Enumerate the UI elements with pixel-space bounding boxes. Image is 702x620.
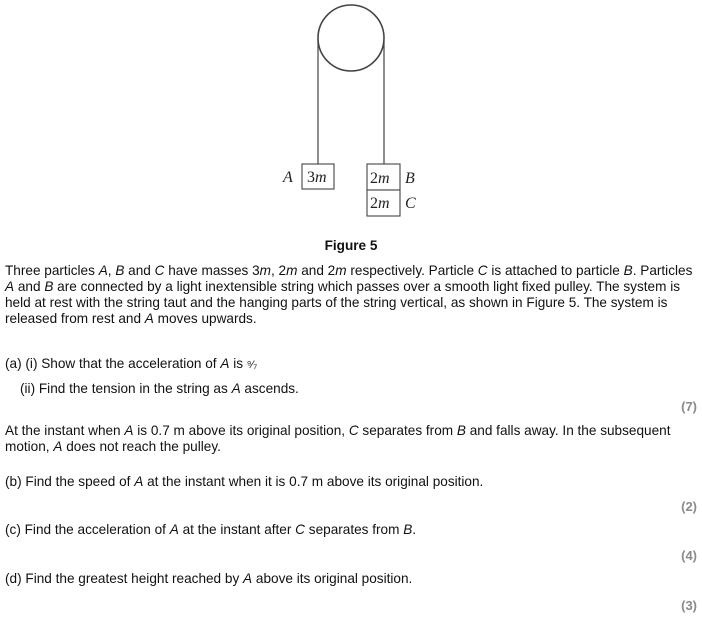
question-a-i-fraction: ⁹⁄₇ xyxy=(246,359,258,371)
particle-a-mass: 3m xyxy=(307,169,327,186)
particle-c-mass: 2m xyxy=(370,195,390,212)
question-a-ii xyxy=(20,381,299,397)
marks-d: (3) xyxy=(681,598,697,613)
question-b-suffix: at the instant when it is 0.7 m above its original position. xyxy=(143,474,484,489)
marks-a: (7) xyxy=(681,399,697,414)
question-a-i-suffix: is xyxy=(229,356,247,371)
intro-paragraph: Three particles A, B and C have masses 3m, 2m and 2m respectively. Particle C is attached to particle B. Particles A and B are connected by a light inextensible string which passes over a smooth light fixed pulley. The system is held at rest with the string taut and the hanging parts of the string vertical, as shown in Figure 5. The system is released from rest and A moves upwards. xyxy=(5,263,693,326)
particle-b-mass: 2m xyxy=(370,170,390,187)
italic-variable: A xyxy=(5,279,15,294)
particle-b-label: B xyxy=(405,170,415,187)
question-a-i xyxy=(5,356,257,373)
figure-caption: Figure 5 xyxy=(324,238,378,253)
question-d-var: A xyxy=(243,571,253,586)
pulley-diagram xyxy=(0,0,702,225)
separation-paragraph: At the instant when A is 0.7 m above its original position, C separates from B and falls away. In the subsequent motion, A does not reach the pulley. xyxy=(5,423,671,454)
question-d-suffix: above its original position. xyxy=(252,571,413,586)
question-c-prefix: (c) Find the acceleration of xyxy=(5,522,170,537)
pulley-icon xyxy=(318,5,384,71)
italic-variable: B xyxy=(44,279,54,294)
italic-variable: A xyxy=(98,263,108,278)
question-c-var3: B xyxy=(403,522,413,537)
question-a-i-var: A xyxy=(220,356,230,371)
question-c-var2: C xyxy=(295,522,305,537)
italic-variable: C xyxy=(348,423,359,438)
question-d-prefix: (d) Find the greatest height reached by xyxy=(5,571,244,586)
italic-variable: C xyxy=(154,263,165,278)
marks-c: (4) xyxy=(681,548,697,563)
question-a-ii-prefix: (ii) Find the tension in the string as xyxy=(20,381,232,396)
question-b xyxy=(5,474,483,490)
question-a-ii-suffix: ascends. xyxy=(240,381,299,396)
question-c xyxy=(5,522,416,538)
italic-variable: B xyxy=(623,263,633,278)
italic-variable: m xyxy=(335,263,347,278)
question-c-suffix: . xyxy=(412,522,417,537)
italic-variable: A xyxy=(53,439,63,454)
question-c-mid2: separates from xyxy=(305,522,404,537)
question-b-var: A xyxy=(134,474,144,489)
italic-variable: B xyxy=(115,263,125,278)
question-a-i-prefix: (a) (i) Show that the acceleration of xyxy=(5,356,221,371)
marks-b: (2) xyxy=(681,499,697,514)
question-c-var: A xyxy=(169,522,179,537)
italic-variable: m xyxy=(259,263,271,278)
italic-variable: B xyxy=(456,423,466,438)
question-d xyxy=(5,571,412,587)
question-b-prefix: (b) Find the speed of xyxy=(5,474,135,489)
italic-variable: m xyxy=(286,263,298,278)
question-a-ii-var: A xyxy=(231,381,241,396)
particle-c-label: C xyxy=(405,195,416,212)
italic-variable: A xyxy=(144,311,154,326)
question-c-mid: at the instant after xyxy=(178,522,296,537)
italic-variable: C xyxy=(477,263,488,278)
particle-a-label: A xyxy=(283,169,293,186)
italic-variable: A xyxy=(124,423,134,438)
